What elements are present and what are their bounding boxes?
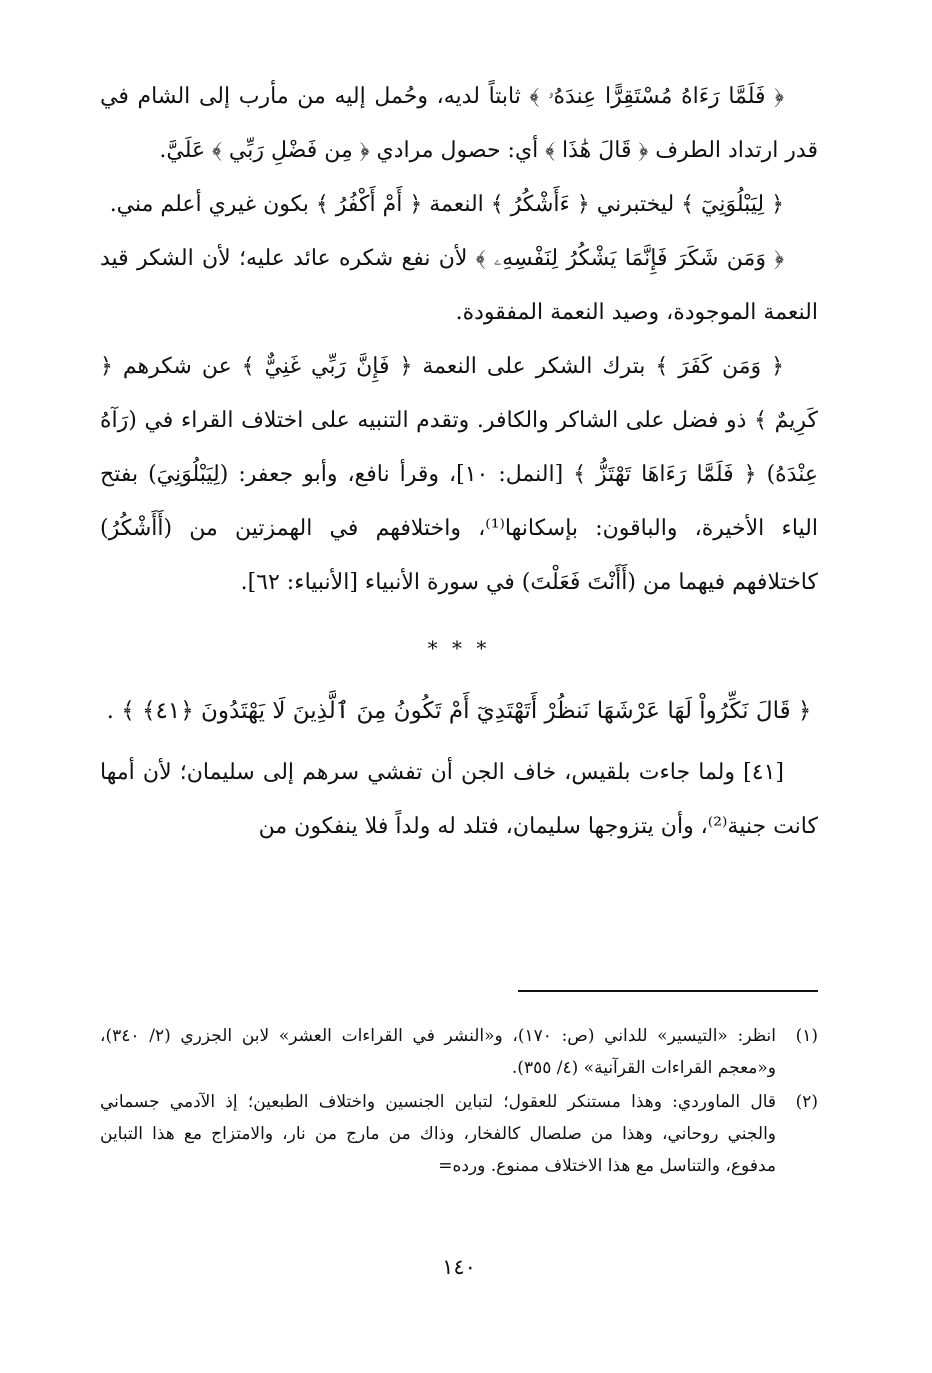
footnote-number: (١): [795, 1026, 818, 1046]
section-separator: * * *: [427, 636, 491, 660]
footnote-2: [100, 1086, 818, 1182]
footnote-text: قال الماوردي: وهذا مستنكر للعقول؛ لتباين الجنسين واختلاف الطبعين؛ إذ الآدمي جسماني والجني روحاني، وهذا من صلصال كالفخار، وذاك من مارج من نار، والامتزاج مع هذا التباين مدفوع، والتناسل مع هذا الاختلاف ممنوع. ورده=: [100, 1092, 776, 1176]
page-number: ١٤٠: [442, 1255, 476, 1279]
verse-heading: ﴿ قَالَ نَكِّرُواْ لَهَا عَرْشَهَا نَنظُرْ أَتَهْتَدِيٓ أَمْ تَكُونُ مِنَ ٱلَّذِينَ لَا يَهْتَدُونَ ﴿٤١﴾ ﴾ .: [106, 698, 812, 724]
paragraph-4: ﴿ وَمَن كَفَرَ ﴾ بترك الشكر على النعمة ﴿ فَإِنَّ رَبِّي غَنِيٌّ ﴾ عن شكرهم ﴿ كَرِيمٌ ﴾ ذو فضل على الشاكر والكافر. وتقدم التنبيه على اختلاف القراء في (رَآهُ عِنْدَهُ) ﴿ فَلَمَّا رَءَاهَا تَهْتَزُّ ﴾ [النمل: ١٠]، وقرأ نافع، وأبو جعفر: (لِيَبْلُوَنِيَ) بفتح الياء الأخيرة، والباقون: بإسكانها⁽¹⁾، واختلافهم في الهمزتين من (أَأَشْكُرُ) كاختلافهم فيهما من (أَأَنْتَ فَعَلْتَ) في سورة الأنبياء [الأنبياء: ٦٢].: [100, 354, 818, 595]
paragraph-3: ﴿ وَمَن شَكَرَ فَإِنَّمَا يَشْكُرُ لِنَفْسِهِۦ ﴾ لأن نفع شكره عائد عليه؛ لأن الشكر قيد النعمة الموجودة، وصيد النعمة المفقودة.: [100, 246, 818, 325]
footnote-1: [100, 1020, 818, 1084]
book-page: [100, 70, 818, 1350]
paragraph-2: ﴿ لِيَبْلُوَنِيٓ ﴾ ليختبرني ﴿ ءَأَشْكُرُ ﴾ النعمة ﴿ أَمْ أَكْفُرُ ﴾ بكون غيري أعلم مني.: [109, 192, 784, 217]
footnote-divider: [518, 990, 818, 992]
paragraph-1: ﴿ فَلَمَّا رَءَاهُ مُسْتَقِرًّا عِندَهُۥ ﴾ ثابتاً لديه، وحُمل إليه من مأرب إلى الشام في قدر ارتداد الطرف ﴿ قَالَ هَٰذَا ﴾ أي: حصول مرادي ﴿ مِن فَضْلِ رَبِّي ﴾ عَلَيَّ.: [100, 84, 818, 163]
main-text: [100, 70, 818, 854]
footnote-text: انظر: «التيسير» للداني (ص: ١٧٠)، و«النشر في القراءات العشر» لابن الجزري (٢/ ٣٤٠)، و«معجم القراءات القرآنية» (٤/ ٣٥٥).: [100, 1026, 776, 1078]
paragraph-5: [٤١] ولما جاءت بلقيس، خاف الجن أن تفشي سرهم إلى سليمان؛ لأن أمها كانت جنية⁽²⁾، وأن يتزوجها سليمان، فتلد له ولداً فلا ينفكون من: [100, 760, 818, 839]
footnotes: [100, 1020, 818, 1184]
footnote-number: (٢): [795, 1092, 818, 1112]
